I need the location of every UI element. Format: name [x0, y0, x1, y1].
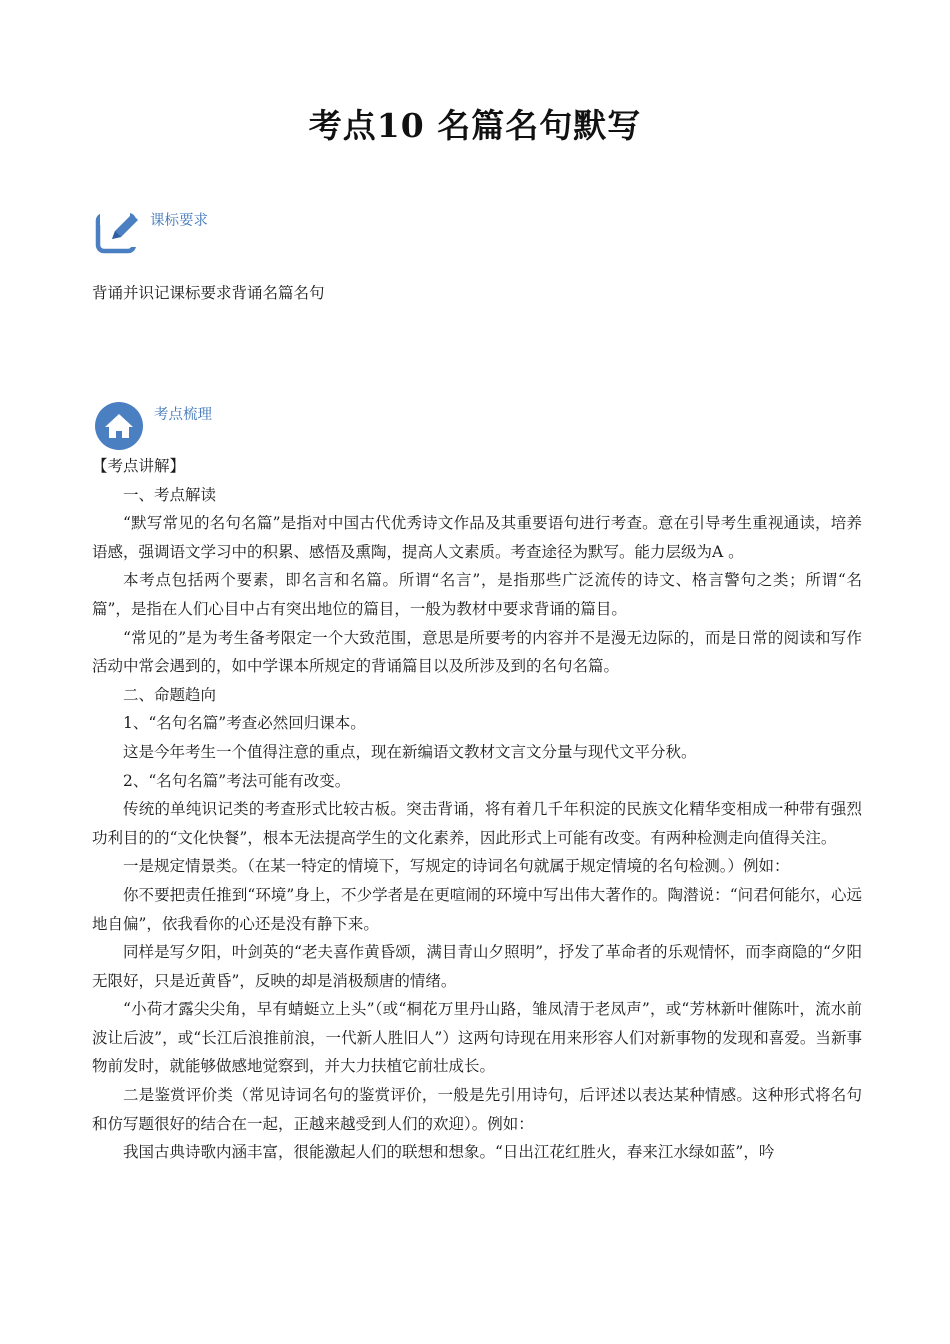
section-label-review: 考点梳理 [154, 407, 212, 423]
paragraph: 你不要把责任推到“环境”身上，不少学者是在更喧闹的环境中写出伟大著作的。陶潜说：“问君何能尔，心远地自偏”，依我看你的心还是没有静下来。 [92, 885, 862, 933]
paragraph: “常见的”是为考生备考限定一个大致范围，意思是所要考的内容并不是漫无边际的，而是日常的阅读和写作活动中常会遇到的，如中学课本所规定的背诵篇目以及所涉及到的名句名篇。 [92, 628, 862, 676]
paragraph: 我国古典诗歌内涵丰富，很能激起人们的联想和想象。“日出江花红胜火，春来江水绿如蓝”，吟 [123, 1143, 775, 1162]
paragraph: 二是鉴赏评价类（常见诗词名句的鉴赏评价，一般是先引用诗句，后评述以表达某种情感。这种形式将名句和仿写题很好的结合在一起，正越来越受到人们的欢迎）。例如： [92, 1086, 862, 1133]
explanation-heading: 【考点讲解】 [92, 457, 186, 475]
section-label-requirement: 课标要求 [150, 213, 208, 229]
point-2: 2、“名句名篇”考法可能有改变。 [123, 771, 351, 790]
home-icon [94, 401, 144, 451]
paragraph: 一是规定情景类。（在某一特定的情境下，写规定的诗词名句就属于规定情境的名句检测。）例如： [123, 857, 790, 876]
paragraph: 本考点包括两个要素，即名言和名篇。所谓“名言”，是指那些广泛流传的诗文、格言警句之类；所谓“名篇”，是指在人们心目中占有突出地位的篇目，一般为教材中要求背诵的篇目。 [92, 571, 862, 618]
paragraph: 这是今年考生一个值得注意的重点，现在新编语文教材文言文分量与现代文平分秋。 [123, 742, 697, 761]
part2-heading: 二、命题趋向 [123, 685, 217, 704]
paragraph: 同样是写夕阳，叶剑英的“老夫喜作黄昏颂，满目青山夕照明”，抒发了革命者的乐观情怀，而李商隐的“夕阳无限好，只是近黄昏”，反映的却是消极颓唐的情绪。 [92, 943, 862, 990]
body-text [92, 452, 862, 1167]
edit-icon [94, 207, 144, 257]
page-title: 考点10 名篇名句默写 [308, 106, 642, 145]
paragraph: “小荷才露尖尖角，早有蜻蜓立上头”（或“桐花万里丹山路，雏凤清于老凤声”，或“芳林新叶催陈叶，流水前波让后波”，或“长江后浪推前浪，一代新人胜旧人”）这两句诗现在用来形容人们对新事物的发现和喜爱。当新事物前发时，就能够做感地觉察到，并大力扶植它前壮成长。 [92, 1000, 862, 1076]
point-1: 1、“名句名篇”考查必然回归课本。 [123, 714, 366, 733]
paragraph: “默写常见的名句名篇”是指对中国古代优秀诗文作品及其重要语句进行考查。意在引导考生重视通读，培养语感，强调语文学习中的积累、感悟及熏陶，提高人文素质。考查途径为默写。能力层级为A 。 [92, 514, 862, 561]
requirement-text: 背诵并识记课标要求背诵名篇名句 [92, 284, 325, 302]
paragraph: 传统的单纯识记类的考查形式比较古板。突击背诵，将有着几千年积淀的民族文化精华变相成一种带有强烈功利目的的“文化快餐”，根本无法提高学生的文化素养，因此形式上可能有改变。有两种检测走向值得关注。 [92, 800, 862, 847]
part1-heading: 一、考点解读 [123, 485, 217, 504]
